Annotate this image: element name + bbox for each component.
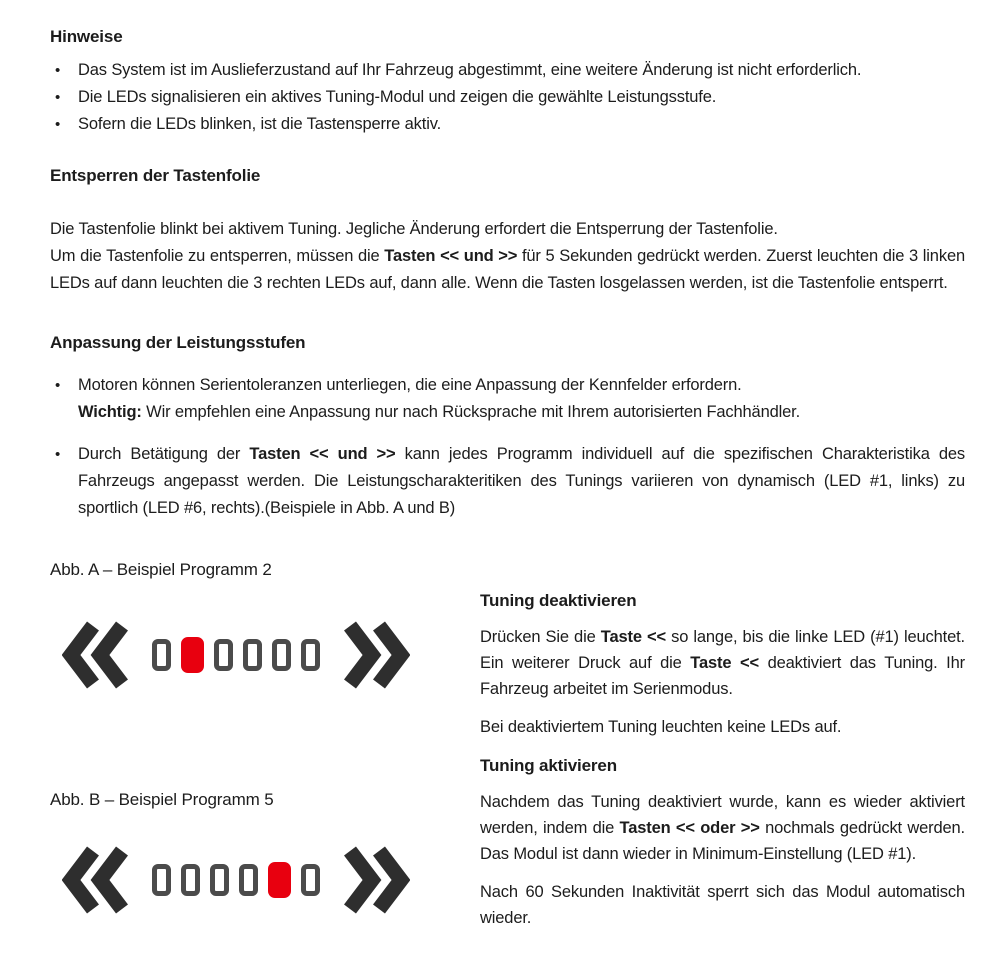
aktivieren-paragraph-1 [480, 789, 965, 867]
text-segment: kann jedes Programm individuell auf die spezifischen Charakteristika des Fahrzeugs angepasst werden. Die Leistungscharakteritiken des Tunings variieren von dynamisch (LED #1, links) zu sportlich (LED #6, rechts).(Beispiele in Abb. A und B) [78, 445, 965, 517]
led-6-inactive [301, 864, 320, 896]
aktivieren-paragraph-2: Nach 60 Sekunden Inaktivität sperrt sich das Modul automatisch wieder. [480, 883, 965, 927]
figure-b-label: Abb. B – Beispiel Programm 5 [50, 790, 274, 809]
figure-b-led-display [62, 845, 480, 915]
deaktivieren-title: Tuning deaktivieren [480, 591, 637, 610]
entsperren-title: Entsperren der Tastenfolie [50, 166, 261, 185]
text-segment: Durch Betätigung der [78, 445, 250, 463]
double-chevron-right-icon [342, 620, 410, 690]
aktivieren-title: Tuning aktivieren [480, 756, 617, 775]
hinweise-bullet-list [50, 57, 965, 138]
led-3-inactive [214, 639, 233, 671]
text-segment: Die Tastenfolie blinkt bei aktivem Tuning. Jegliche Änderung erfordert die Entsperrung der Tastenfolie. [50, 220, 778, 238]
deaktivieren-paragraph-2: Bei deaktiviertem Tuning leuchten keine LEDs auf. [480, 718, 842, 736]
text-segment: so lange, bis die linke LED (#1) leuchtet. Ein weiterer Druck auf die [480, 628, 965, 672]
text-segment: Nachdem das Tuning deaktiviert wurde, kann es wieder aktiviert werden, indem die [480, 793, 965, 837]
led-3-inactive [210, 864, 229, 896]
text-segment: für 5 Sekunden gedrückt werden. Zuerst leuchten die 3 linken LEDs auf dann leuchten die 3 rechten LEDs auf, dann alle. Wenn die Tasten losgelassen werden, ist die Tastenfolie entsperrt. [50, 247, 965, 292]
text-segment-bold: Tasten << und >> [384, 247, 518, 265]
list-item [50, 111, 965, 138]
led-5-inactive [272, 639, 291, 671]
led-6-inactive [301, 639, 320, 671]
entsperren-paragraph [50, 216, 965, 297]
section-anpassung [50, 332, 965, 522]
led-2-inactive [181, 864, 200, 896]
section-hinweise [50, 26, 965, 138]
led-5-active [268, 862, 291, 898]
text-segment: Wir empfehlen eine Anpassung nur nach Rücksprache mit Ihrem autorisierten Fachhändler. [141, 403, 801, 421]
double-chevron-left-icon [62, 845, 130, 915]
led-1-inactive [152, 864, 171, 896]
section-entsperren [50, 165, 965, 297]
bullet-text: Die LEDs signalisieren ein aktives Tuning-Modul und zeigen die gewählte Leistungsstufe. [78, 88, 717, 106]
text-segment: Um die Tastenfolie zu entsperren, müssen die [50, 247, 385, 265]
led-2-active [181, 637, 204, 673]
anpassung-bullet-list [50, 372, 965, 522]
double-chevron-right-icon [342, 845, 410, 915]
text-segment: deaktiviert das Tuning. Ihr Fahrzeug arbeitet im Serienmodus. [480, 654, 965, 698]
figures-and-instructions [50, 558, 965, 943]
text-segment: Motoren können Serientoleranzen unterliegen, die eine Anpassung der Kennfelder erfordern. [78, 376, 742, 394]
text-segment-bold: Wichtig: [78, 403, 142, 421]
led-strip [152, 862, 320, 898]
text-segment: nochmals gedrückt werden. Das Modul ist dann wieder in Minimum-Einstellung (LED #1). [480, 819, 965, 863]
double-chevron-left-icon [62, 620, 130, 690]
list-item [50, 372, 965, 426]
figure-a-led-display [62, 620, 480, 690]
hinweise-title: Hinweise [50, 27, 123, 46]
bullet-text: Sofern die LEDs blinken, ist die Tastensperre aktiv. [78, 115, 442, 133]
instructions-column [480, 558, 965, 943]
text-segment-bold: Taste << [690, 654, 759, 672]
text-segment-bold: Tasten << oder >> [619, 819, 760, 837]
list-item [50, 84, 965, 111]
deaktivieren-paragraph-1 [480, 624, 965, 702]
led-4-inactive [239, 864, 258, 896]
figures-column [50, 558, 480, 943]
list-item [50, 57, 965, 84]
led-strip [152, 637, 320, 673]
bullet-text: Das System ist im Auslieferzustand auf Ihr Fahrzeug abgestimmt, eine weitere Änderung ist nicht erforderlich. [78, 61, 862, 79]
text-segment-bold: Tasten << und >> [249, 445, 396, 463]
text-segment: Drücken Sie die [480, 628, 601, 646]
list-item [50, 441, 965, 522]
figure-a-label: Abb. A – Beispiel Programm 2 [50, 560, 272, 579]
led-4-inactive [243, 639, 262, 671]
anpassung-title: Anpassung der Leistungsstufen [50, 333, 306, 352]
led-1-inactive [152, 639, 171, 671]
text-segment-bold: Taste << [600, 628, 666, 646]
